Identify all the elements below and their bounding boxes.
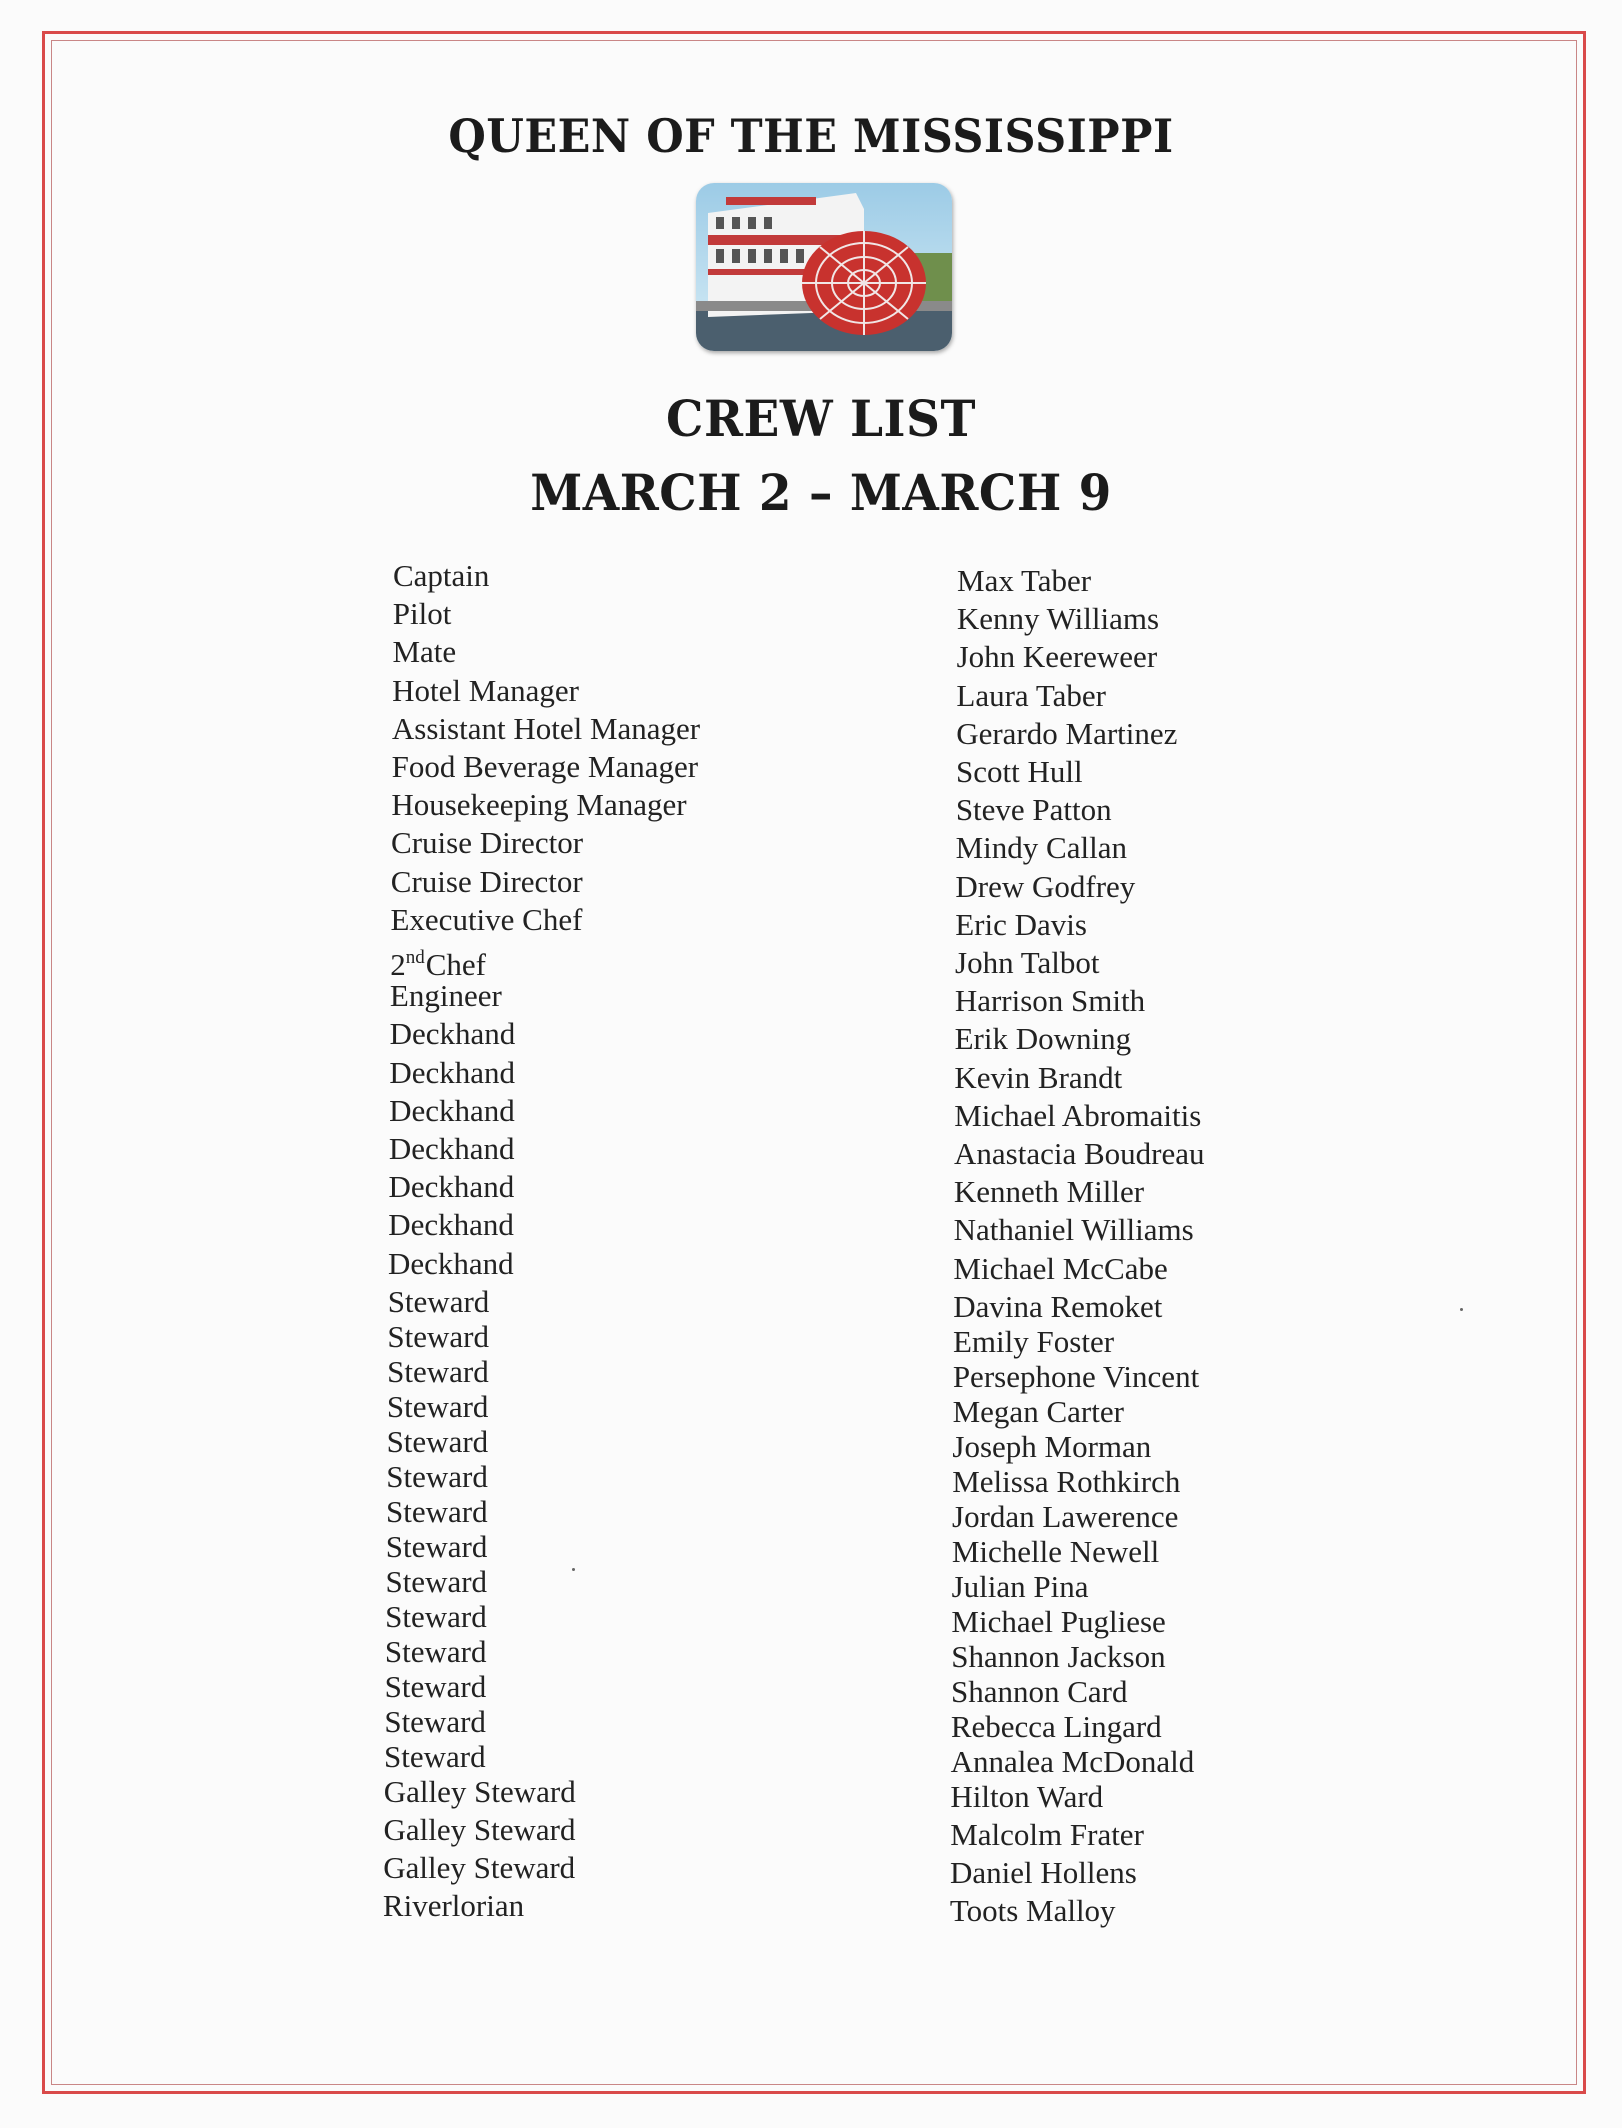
scan-speck (1460, 1308, 1463, 1311)
crew-name: Harrison Smith (954, 983, 1146, 1019)
crew-role: Steward (386, 1458, 488, 1494)
crew-name: John Keereweer (956, 639, 1158, 675)
crew-role: Engineer (389, 978, 502, 1014)
crew-role: Deckhand (387, 1245, 514, 1281)
crew-role: Steward (387, 1353, 489, 1389)
crew-role: Cruise Director (390, 863, 583, 899)
crew-role: Hotel Manager (392, 672, 579, 708)
crew-name: Jordan Lawerence (952, 1498, 1179, 1534)
crew-name: Laura Taber (956, 677, 1106, 713)
crew-name: Mindy Callan (955, 830, 1127, 866)
crew-name: Shannon Card (951, 1673, 1128, 1709)
crew-name: Malcolm Frater (950, 1817, 1144, 1852)
crew-role: Executive Chef (390, 901, 583, 937)
crew-name: Persephone Vincent (952, 1358, 1200, 1394)
crew-role: Steward (386, 1493, 488, 1529)
crew-name: Annalea McDonald (950, 1743, 1195, 1779)
crew-name: Megan Carter (952, 1393, 1124, 1429)
crew-role: Assistant Hotel Manager (391, 710, 701, 746)
crew-role: Deckhand (389, 1092, 515, 1128)
crew-name: Steve Patton (955, 792, 1112, 828)
crew-role: Mate (392, 634, 457, 670)
role-text: Chef (425, 947, 486, 982)
crew-role: Deckhand (389, 1016, 516, 1052)
crew-name: Davina Remoket (953, 1288, 1163, 1324)
crew-role: Steward (384, 1633, 487, 1669)
crew-name: Anastacia Boudreau (954, 1136, 1205, 1171)
crew-name: Michelle Newell (951, 1533, 1160, 1569)
crew-name: Melissa Rothkirch (952, 1463, 1181, 1499)
crew-name: Kevin Brandt (954, 1059, 1123, 1095)
crew-name: Julian Pina (951, 1568, 1089, 1604)
crew-role: Pilot (392, 596, 452, 632)
paddlewheel-boat-photo (696, 183, 952, 351)
crew-role: Deckhand (388, 1131, 515, 1166)
crew-name: Michael McCabe (953, 1250, 1168, 1286)
crew-role: Steward (385, 1598, 487, 1634)
crew-role: Steward (387, 1318, 489, 1354)
crew-name: Toots Malloy (949, 1893, 1116, 1929)
crew-name: Joseph Morman (952, 1428, 1152, 1464)
crew-role: Galley Steward (383, 1773, 576, 1809)
crew-role: Steward (384, 1738, 486, 1774)
crew-role: Galley Steward (383, 1812, 576, 1847)
crew-role: Riverlorian (382, 1888, 525, 1924)
crew-role: Galley Steward (383, 1850, 576, 1886)
crew-name: Hilton Ward (950, 1778, 1104, 1814)
crew-name: Kenneth Miller (953, 1174, 1145, 1210)
crew-name: Michael Pugliese (951, 1603, 1166, 1639)
crew-role: Steward (385, 1563, 488, 1599)
crew-role: Cruise Director (391, 825, 584, 861)
crew-role: Food Beverage Manager (391, 749, 699, 784)
role-ordinal-suffix: nd (405, 947, 425, 968)
crew-role: Deckhand (388, 1207, 514, 1243)
crew-role: Steward (384, 1668, 487, 1704)
crew-role: Steward (386, 1388, 489, 1424)
crew-role (390, 940, 486, 983)
crew-name: Michael Abromaitis (954, 1097, 1202, 1133)
crew-role: Steward (385, 1528, 488, 1564)
crew-name: Kenny Williams (956, 601, 1160, 637)
crew-name: Erik Downing (954, 1021, 1132, 1057)
crew-name: Gerardo Martinez (956, 715, 1178, 751)
crew-role: Steward (386, 1423, 489, 1459)
date-range-heading: MARCH 2 – MARCH 9 (530, 464, 1112, 523)
crew-name: Daniel Hollens (950, 1855, 1137, 1891)
crew-role: Steward (384, 1703, 486, 1739)
crew-role: Captain (393, 558, 490, 593)
crew-name: Nathaniel Williams (953, 1212, 1194, 1248)
crew-name: John Talbot (955, 945, 1100, 980)
role-ordinal-number: 2 (390, 947, 406, 982)
scan-speck (572, 1568, 575, 1571)
crew-role: Steward (387, 1283, 490, 1319)
crew-name: Emily Foster (953, 1323, 1115, 1359)
crew-name: Drew Godfrey (955, 868, 1136, 904)
crew-name: Eric Davis (955, 906, 1087, 942)
document-title: QUEEN OF THE MISSISSIPPI (448, 110, 1174, 164)
crew-list-heading: CREW LIST (666, 390, 976, 449)
crew-role: Housekeeping Manager (391, 787, 687, 823)
crew-name: Shannon Jackson (951, 1638, 1166, 1674)
crew-name: Rebecca Lingard (950, 1708, 1162, 1744)
crew-role: Deckhand (389, 1054, 516, 1090)
crew-name: Scott Hull (956, 754, 1083, 789)
crew-name: Max Taber (957, 563, 1092, 598)
crew-role: Deckhand (388, 1169, 515, 1205)
